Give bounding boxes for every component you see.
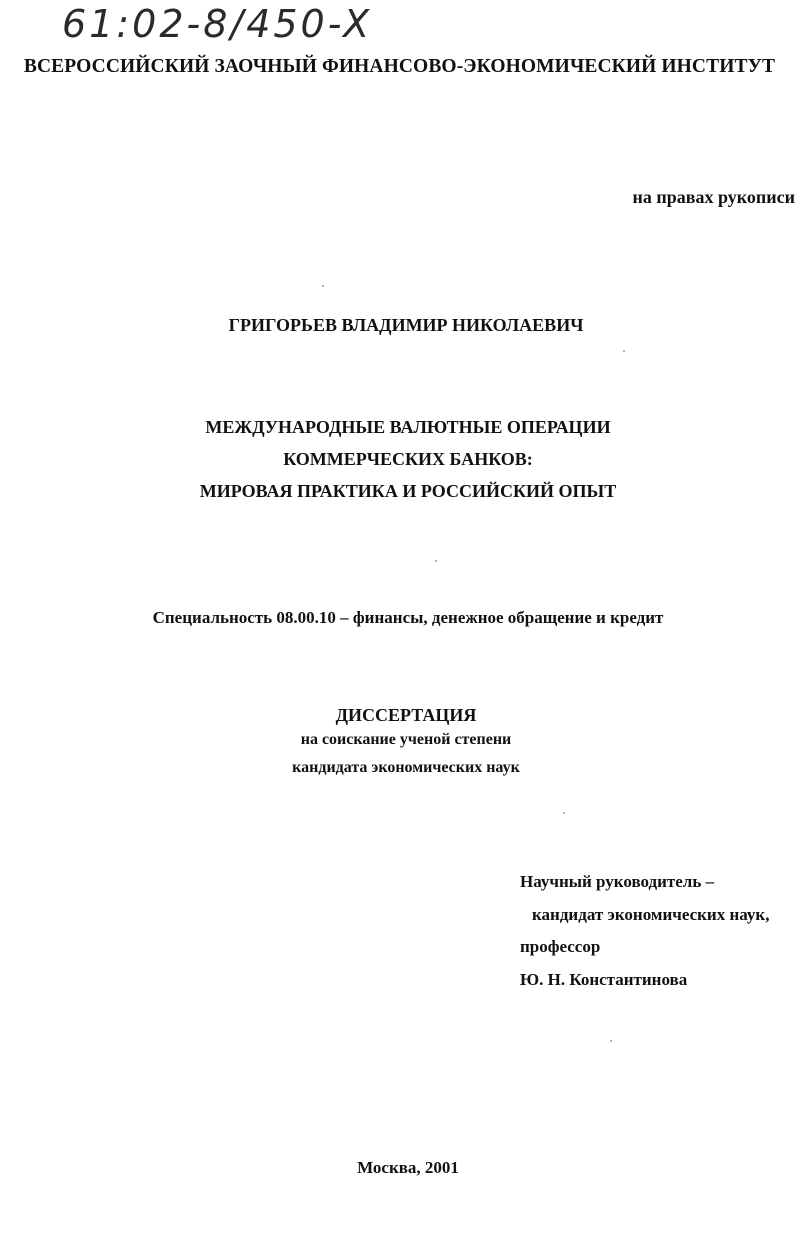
institute-name: ВСЕРОССИЙСКИЙ ЗАОЧНЫЙ ФИНАНСОВО-ЭКОНОМИЧЕСКИЙ ИНСТИТУТ [23, 56, 776, 77]
supervisor-block [520, 866, 769, 996]
title-line-1: МЕЖДУНАРОДНЫЕ ВАЛЮТНЫЕ ОПЕРАЦИИ [205, 417, 611, 437]
handwritten-archive-number: 61:02-8/450-X [62, 2, 373, 46]
specialty-line: Специальность 08.00.10 – финансы, денежное обращение и кредит [152, 608, 664, 627]
scan-speck [563, 812, 565, 814]
city-year: Москва, 2001 [357, 1158, 459, 1177]
scan-speck [435, 560, 437, 562]
supervisor-line-1: Научный руководитель – [520, 872, 715, 891]
dissertation-block [0, 704, 799, 782]
author-name: ГРИГОРЬЕВ ВЛАДИМИР НИКОЛАЕВИЧ [228, 315, 584, 335]
dissertation-heading: ДИССЕРТАЦИЯ [335, 705, 477, 725]
supervisor-line-2: кандидат экономических наук, [532, 904, 770, 924]
scan-speck [623, 350, 625, 352]
scan-speck [322, 285, 324, 287]
title-line-2: КОММЕРЧЕСКИХ БАНКОВ: [283, 449, 533, 469]
supervisor-line-3: профессор [520, 937, 601, 956]
degree-line-1: на соискание ученой степени [300, 731, 512, 748]
scan-speck [610, 1040, 612, 1042]
manuscript-rights-note: на правах рукописи [632, 187, 795, 207]
degree-line-2: кандидата экономических наук [292, 759, 520, 776]
dissertation-title [0, 411, 799, 507]
supervisor-line-4: Ю. Н. Константинова [520, 969, 688, 989]
title-line-3: МИРОВАЯ ПРАКТИКА И РОССИЙСКИЙ ОПЫТ [199, 481, 617, 501]
